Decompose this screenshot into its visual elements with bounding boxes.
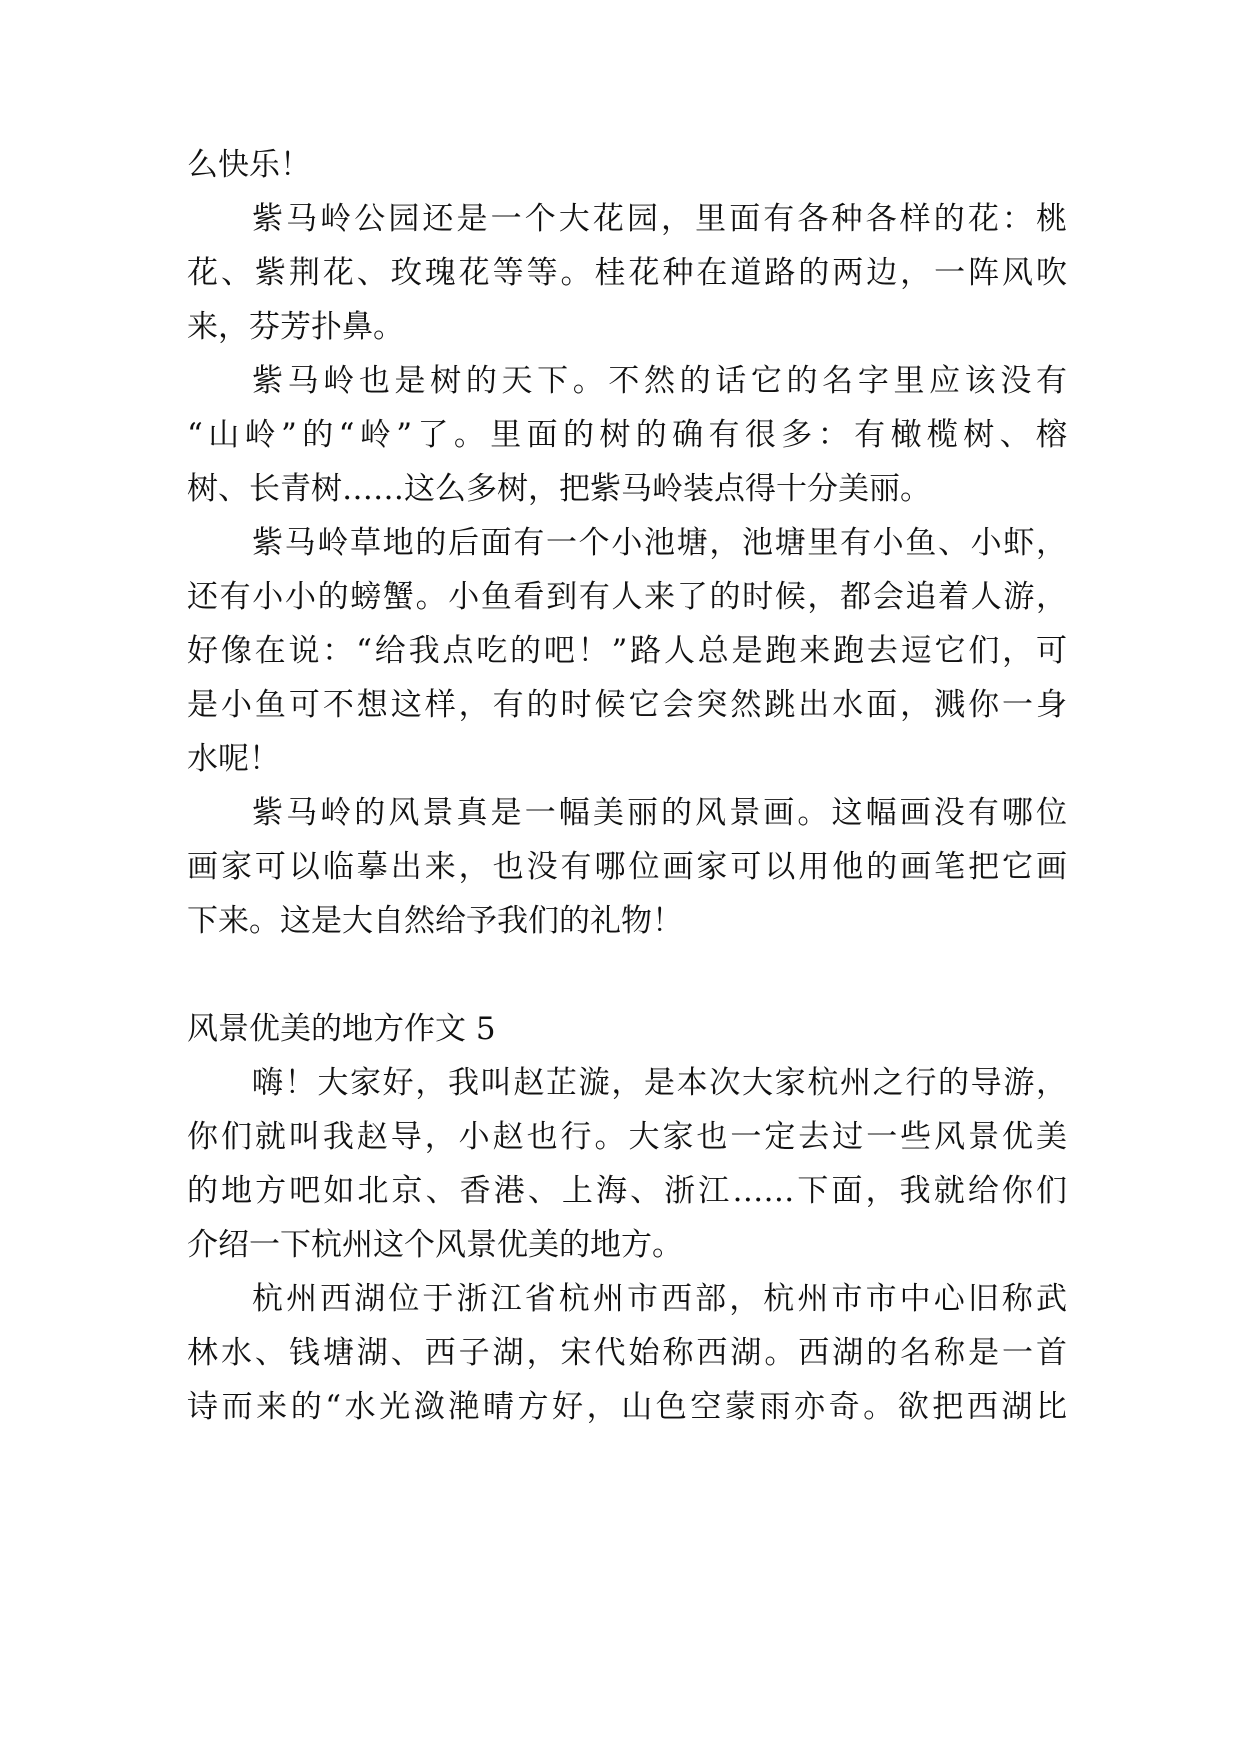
text-line: 还有小小的螃蟹。小鱼看到有人来了的时候，都会追着人游，: [187, 579, 1067, 615]
paragraph-first-line: 紫马岭的风景真是一幅美丽的风景画。这幅画没有哪位: [252, 795, 1067, 831]
text-line: 树、长青树……这么多树，把紫马岭装点得十分美丽。: [187, 471, 931, 507]
paragraph-first-line: 紫马岭公园还是一个大花园，里面有各种各样的花：桃: [252, 201, 1067, 237]
section-heading: 风景优美的地方作文 5: [187, 1011, 496, 1047]
text-line: 画家可以临摹出来，也没有哪位画家可以用他的画笔把它画: [187, 849, 1067, 885]
text-line: 是小鱼可不想这样，有的时候它会突然跳出水面，溅你一身: [187, 687, 1067, 723]
paragraph-first-line: 紫马岭草地的后面有一个小池塘，池塘里有小鱼、小虾，: [252, 525, 1067, 561]
text-line: 下来。这是大自然给予我们的礼物！: [187, 903, 683, 939]
text-line: 你们就叫我赵导，小赵也行。大家也一定去过一些风景优美: [187, 1119, 1067, 1155]
text-line: 介绍一下杭州这个风景优美的地方。: [187, 1227, 683, 1263]
paragraph-first-line: 嗨！大家好，我叫赵芷漩，是本次大家杭州之行的导游，: [252, 1065, 1067, 1101]
text-line: 的地方吧如北京、香港、上海、浙江……下面，我就给你们: [187, 1173, 1067, 1209]
text-line: 林水、钱塘湖、西子湖，宋代始称西湖。西湖的名称是一首: [187, 1335, 1067, 1371]
text-line: 么快乐！: [187, 147, 311, 183]
text-line: 花、紫荆花、玫瑰花等等。桂花种在道路的两边，一阵风吹: [187, 255, 1067, 291]
paragraph-first-line: 紫马岭也是树的天下。不然的话它的名字里应该没有: [252, 363, 1067, 399]
text-line: “山岭”的“岭”了。里面的树的确有很多：有橄榄树、榕: [187, 417, 1067, 453]
text-line: 水呢！: [187, 741, 280, 777]
text-line: 好像在说：“给我点吃的吧！”路人总是跑来跑去逗它们，可: [187, 633, 1067, 669]
text-line: 诗而来的“水光潋滟晴方好，山色空蒙雨亦奇。欲把西湖比: [187, 1389, 1067, 1425]
text-line: 来，芬芳扑鼻。: [187, 309, 404, 345]
paragraph-first-line: 杭州西湖位于浙江省杭州市西部，杭州市市中心旧称武: [252, 1281, 1067, 1317]
